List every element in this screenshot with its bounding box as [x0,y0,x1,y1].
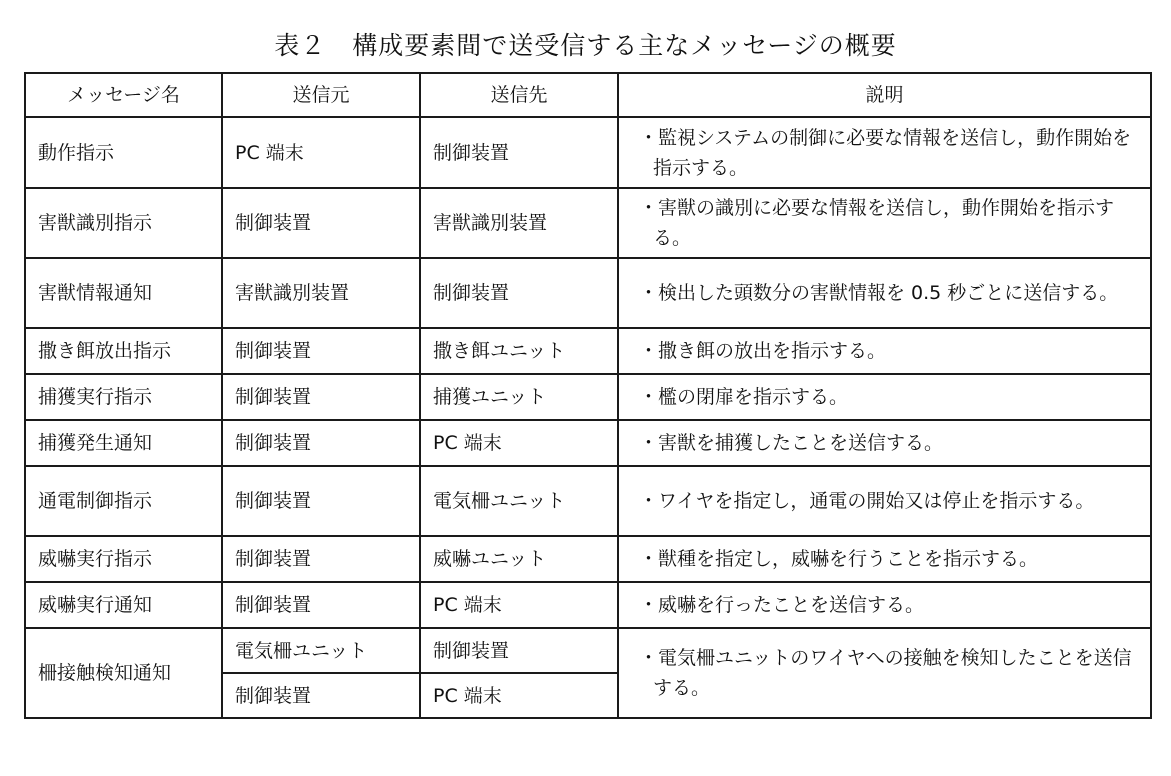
table-row [25,536,1151,582]
message-name-cell: 害獣識別指示 [25,188,222,258]
sender-cell: PC 端末 [222,117,420,188]
message-name-cell: 害獣情報通知 [25,258,222,328]
description-cell: ・害獣を捕獲したことを送信する。 [618,420,1151,466]
receiver-cell: 制御装置 [420,258,618,328]
table-row [25,466,1151,536]
header-description: 説明 [618,73,1151,117]
description-cell: ・撒き餌の放出を指示する。 [618,328,1151,374]
description-cell: ・ワイヤを指定し，通電の開始又は停止を指示する。 [618,466,1151,536]
message-name-cell: 柵接触検知通知 [25,628,222,718]
table-row [25,258,1151,328]
message-name-cell: 捕獲発生通知 [25,420,222,466]
receiver-cell: PC 端末 [420,420,618,466]
sender-cell: 制御装置 [222,536,420,582]
receiver-cell: PC 端末 [420,673,618,718]
table-row [25,420,1151,466]
table-row [25,117,1151,188]
sender-cell: 害獣識別装置 [222,258,420,328]
description-cell: ・害獣の識別に必要な情報を送信し，動作開始を指示する。 [618,188,1151,258]
description-cell: ・獣種を指定し，威嚇を行うことを指示する。 [618,536,1151,582]
message-name-cell: 威嚇実行通知 [25,582,222,628]
receiver-cell: 捕獲ユニット [420,374,618,420]
header-message-name: メッセージ名 [25,73,222,117]
description-cell: ・威嚇を行ったことを送信する。 [618,582,1151,628]
sender-cell: 制御装置 [222,420,420,466]
sender-cell: 制御装置 [222,582,420,628]
table-row [25,582,1151,628]
header-receiver: 送信先 [420,73,618,117]
table-row [25,374,1151,420]
description-cell: ・檻の閉扉を指示する。 [618,374,1151,420]
receiver-cell: 制御装置 [420,628,618,673]
table-row [25,628,1151,673]
sender-cell: 制御装置 [222,188,420,258]
table-header-row [25,73,1151,117]
sender-cell: 制御装置 [222,328,420,374]
table-row [25,188,1151,258]
description-cell: ・電気柵ユニットのワイヤへの接触を検知したことを送信する。 [618,628,1151,718]
receiver-cell: 制御装置 [420,117,618,188]
sender-cell: 制御装置 [222,673,420,718]
message-table [24,72,1152,719]
description-cell: ・検出した頭数分の害獣情報を 0.5 秒ごとに送信する。 [618,258,1151,328]
message-name-cell: 威嚇実行指示 [25,536,222,582]
table-row [25,328,1151,374]
message-name-cell: 動作指示 [25,117,222,188]
sender-cell: 制御装置 [222,374,420,420]
receiver-cell: 威嚇ユニット [420,536,618,582]
message-name-cell: 通電制御指示 [25,466,222,536]
message-name-cell: 捕獲実行指示 [25,374,222,420]
description-cell: ・監視システムの制御に必要な情報を送信し，動作開始を指示する。 [618,117,1151,188]
sender-cell: 電気柵ユニット [222,628,420,673]
message-name-cell: 撒き餌放出指示 [25,328,222,374]
sender-cell: 制御装置 [222,466,420,536]
table-caption: 表２ 構成要素間で送受信する主なメッセージの概要 [274,31,897,60]
receiver-cell: PC 端末 [420,582,618,628]
receiver-cell: 電気柵ユニット [420,466,618,536]
header-sender: 送信元 [222,73,420,117]
receiver-cell: 撒き餌ユニット [420,328,618,374]
receiver-cell: 害獣識別装置 [420,188,618,258]
